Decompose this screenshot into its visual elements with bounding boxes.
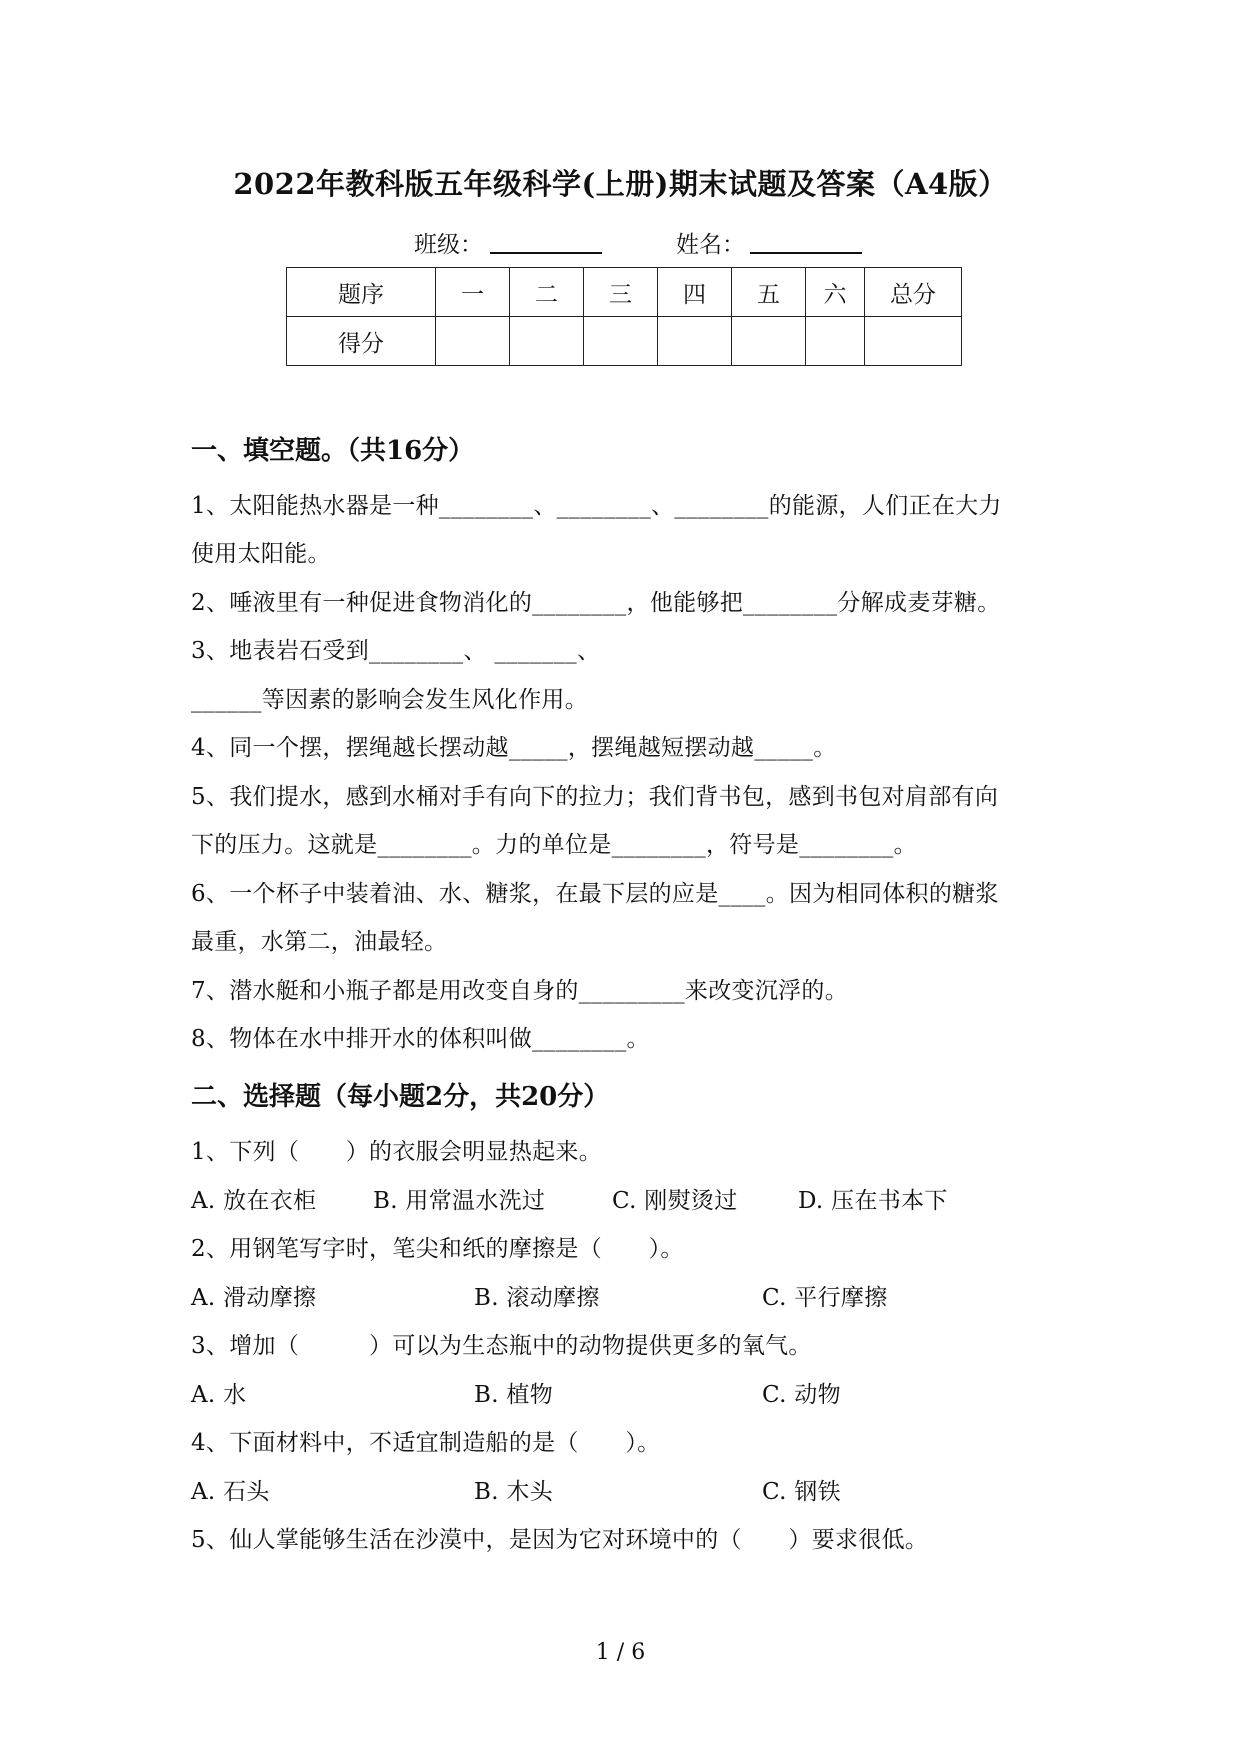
option-b[interactable]: B. 木头	[474, 1479, 554, 1505]
question-line: 3、地表岩石受到________、 _______、	[191, 638, 601, 664]
question-line: 5、仙人掌能够生活在沙漠中，是因为它对环境中的（ ）要求很低。	[191, 1527, 929, 1553]
option-c[interactable]: C. 动物	[762, 1382, 841, 1408]
option-c[interactable]: C. 平行摩擦	[762, 1285, 888, 1311]
option-b[interactable]: B. 植物	[474, 1382, 554, 1408]
question-line: 5、我们提水，感到水桶对手有向下的拉力；我们背书包，感到书包对肩部有向	[191, 784, 999, 810]
score-input-cell[interactable]	[806, 317, 865, 366]
question-line: 8、物体在水中排开水的体积叫做________。	[191, 1026, 650, 1052]
name-label: 姓名：	[676, 232, 745, 258]
score-table-score-row	[287, 317, 962, 366]
option-a[interactable]: A. 放在衣柜	[191, 1188, 317, 1214]
exam-title: 2022年教科版五年级科学(上册)期末试题及答案（A4版）	[233, 167, 1008, 201]
header-cell: 六	[806, 268, 865, 317]
score-input-cell[interactable]	[436, 317, 510, 366]
header-cell: 题序	[287, 268, 436, 317]
option-d[interactable]: D. 压在书本下	[798, 1188, 948, 1214]
section2-heading: 二、选择题（每小题2分，共20分）	[191, 1082, 610, 1112]
option-c[interactable]: C. 钢铁	[762, 1479, 841, 1505]
question-line: ______等因素的影响会发生风化作用。	[191, 687, 588, 713]
header-cell: 五	[732, 268, 806, 317]
score-input-cell[interactable]	[732, 317, 806, 366]
header-cell: 总分	[865, 268, 962, 317]
option-a[interactable]: A. 石头	[191, 1479, 270, 1505]
question-line: 使用太阳能。	[191, 541, 331, 567]
name-blank	[750, 252, 862, 254]
score-input-cell[interactable]	[584, 317, 658, 366]
score-row-label: 得分	[287, 317, 436, 366]
section1-heading: 一、填空题。（共16分）	[191, 436, 475, 466]
question-line: 4、同一个摆，摆绳越长摆动越_____，摆绳越短摆动越_____。	[191, 735, 837, 761]
question-line: 7、潜水艇和小瓶子都是用改变自身的_________来改变沉浮的。	[191, 978, 849, 1004]
score-input-cell[interactable]	[658, 317, 732, 366]
question-line: 最重，水第二，油最轻。	[191, 929, 448, 955]
question-line: 2、用钢笔写字时，笔尖和纸的摩擦是（ ）。	[191, 1236, 684, 1262]
header-cell: 二	[510, 268, 584, 317]
question-line: 下的压力。这就是________。力的单位是________，符号是________。	[191, 832, 917, 858]
score-input-cell[interactable]	[510, 317, 584, 366]
question-line: 3、增加（ ）可以为生态瓶中的动物提供更多的氧气。	[191, 1333, 812, 1359]
question-line: 2、唾液里有一种促进食物消化的________，他能够把________分解成麦芽糖。	[191, 590, 1001, 616]
header-cell: 三	[584, 268, 658, 317]
header-cell: 一	[436, 268, 510, 317]
class-label: 班级：	[414, 232, 483, 258]
score-input-cell[interactable]	[865, 317, 962, 366]
question-line: 6、一个杯子中装着油、水、糖浆，在最下层的应是____。因为相同体积的糖浆	[191, 881, 999, 907]
option-b[interactable]: B. 用常温水洗过	[373, 1188, 546, 1214]
score-table-header-row	[287, 268, 962, 317]
option-a[interactable]: A. 水	[191, 1382, 247, 1408]
class-blank	[490, 252, 602, 254]
question-line: 1、太阳能热水器是一种________、________、________的能源，人们正在大力	[191, 493, 1002, 519]
option-c[interactable]: C. 刚熨烫过	[612, 1188, 738, 1214]
question-line: 4、下面材料中，不适宜制造船的是（ ）。	[191, 1430, 661, 1456]
score-table	[286, 267, 962, 366]
option-b[interactable]: B. 滚动摩擦	[474, 1285, 600, 1311]
option-a[interactable]: A. 滑动摩擦	[191, 1285, 317, 1311]
header-cell: 四	[658, 268, 732, 317]
question-line: 1、下列（ ）的衣服会明显热起来。	[191, 1139, 603, 1165]
page-number: 1 / 6	[595, 1640, 646, 1665]
